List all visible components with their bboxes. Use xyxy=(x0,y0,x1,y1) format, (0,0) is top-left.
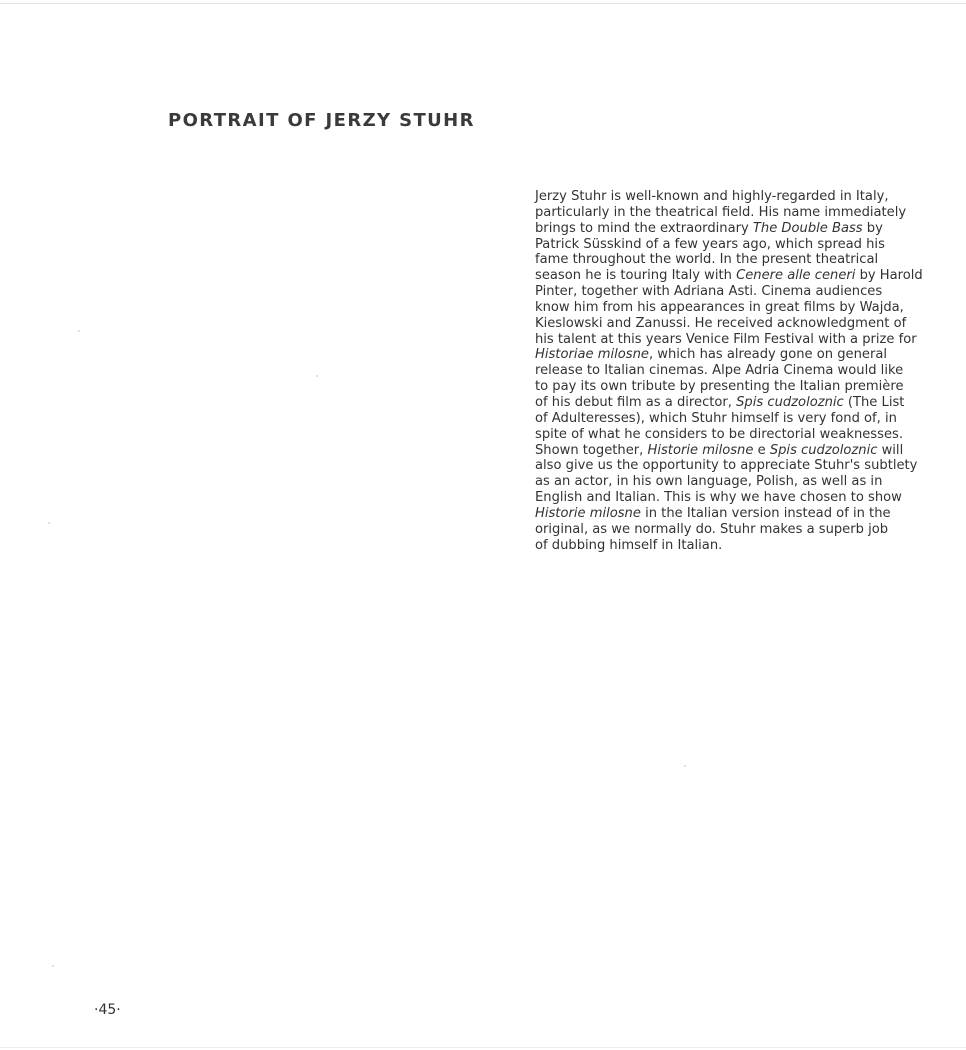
text-segment: season he is touring Italy with xyxy=(535,268,737,284)
body-text-line xyxy=(535,458,918,474)
body-text-line xyxy=(535,221,885,237)
text-segment: of his debut film as a director, xyxy=(535,394,737,410)
page-title: PORTRAIT OF JERZY STUHR xyxy=(168,110,475,131)
text-segment: know him from his appearances in great films by Wajda, xyxy=(535,299,904,315)
paper-speck xyxy=(316,375,318,377)
text-segment: in the Italian version instead of in the xyxy=(640,505,891,521)
text-segment: fame throughout the world. In the present theatrical xyxy=(535,252,879,268)
top-edge-line xyxy=(0,3,966,4)
text-segment: Kieslowski and Zanussi. He received acknowledgment of xyxy=(535,315,907,331)
text-segment: brings to mind the extraordinary xyxy=(535,220,753,236)
body-text-line xyxy=(535,426,903,443)
text-segment: original, as we normally do. Stuhr makes a superb job xyxy=(535,521,889,537)
body-text-line xyxy=(535,331,917,348)
body-text-line xyxy=(535,252,885,268)
text-segment: Jerzy Stuhr is well-known and highly-regarded in Italy, xyxy=(535,189,889,204)
body-text-line xyxy=(535,347,888,363)
body-text-line xyxy=(535,505,891,522)
body-text-line xyxy=(535,379,904,395)
text-segment: his talent at this years Venice Film Festival with a prize for xyxy=(535,331,917,347)
paper-speck xyxy=(52,965,54,967)
text-segment: spite of what he considers to be directorial weaknesses. xyxy=(535,426,903,442)
text-segment: release to Italian cinemas. Alpe Adria Cinema would like xyxy=(535,363,904,379)
body-text-line xyxy=(535,299,904,316)
text-segment: of Adulteresses), which Stuhr himself is very fond of, in xyxy=(535,410,897,426)
body-text-line xyxy=(535,538,885,554)
paper-speck xyxy=(48,522,50,524)
body-text-line xyxy=(535,474,885,490)
body-text-line xyxy=(535,237,885,253)
italic-title: Spis cudzoloznic xyxy=(769,442,878,458)
italic-title: Historiae milosne xyxy=(535,347,649,363)
text-segment: of dubbing himself in Italian. xyxy=(535,537,723,553)
text-segment: by Harold xyxy=(855,268,923,284)
italic-title: Cenere alle ceneri xyxy=(736,268,856,284)
text-segment: Patrick Süsskind of a few years ago, which spread his xyxy=(535,236,885,252)
text-segment: as an actor, in his own language, Polish, as well as in xyxy=(535,474,883,490)
paper-speck xyxy=(78,330,80,332)
text-segment: English and Italian. This is why we have chosen to show xyxy=(535,490,902,506)
body-text-line xyxy=(535,490,902,506)
text-segment: Shown together, xyxy=(535,442,648,458)
text-segment: (The List xyxy=(843,394,905,410)
bottom-edge-line xyxy=(0,1047,966,1048)
body-text-line xyxy=(535,410,897,427)
italic-title: The Double Bass xyxy=(752,220,863,236)
body-text-line xyxy=(535,363,904,379)
italic-title: Spis cudzoloznic xyxy=(736,394,844,410)
text-segment: by xyxy=(862,220,883,236)
italic-title: Historie milosne xyxy=(647,442,754,458)
body-text-line xyxy=(535,315,907,332)
italic-title: Historie milosne xyxy=(535,505,641,521)
text-segment: also give us the opportunity to appreciate Stuhr's subtlety xyxy=(535,458,918,474)
body-text-line xyxy=(535,394,905,411)
text-segment: will xyxy=(877,442,904,458)
text-segment: , which has already gone on general xyxy=(648,347,888,363)
body-text-line xyxy=(535,521,889,538)
body-text-line xyxy=(535,204,907,221)
body-text-line xyxy=(535,189,889,205)
text-segment: particularly in the theatrical field. His name immediately xyxy=(535,204,907,220)
body-text-line xyxy=(535,442,904,459)
text-segment: e xyxy=(753,442,770,458)
text-segment: Pinter, together with Adriana Asti. Cinema audiences xyxy=(535,284,883,300)
page-number: ·45· xyxy=(94,1002,121,1018)
paper-speck xyxy=(684,765,686,767)
body-text-line xyxy=(535,284,885,300)
article-body xyxy=(535,189,923,553)
body-text-line xyxy=(535,268,923,284)
text-segment: to pay its own tribute by presenting the Italian première xyxy=(535,379,904,395)
